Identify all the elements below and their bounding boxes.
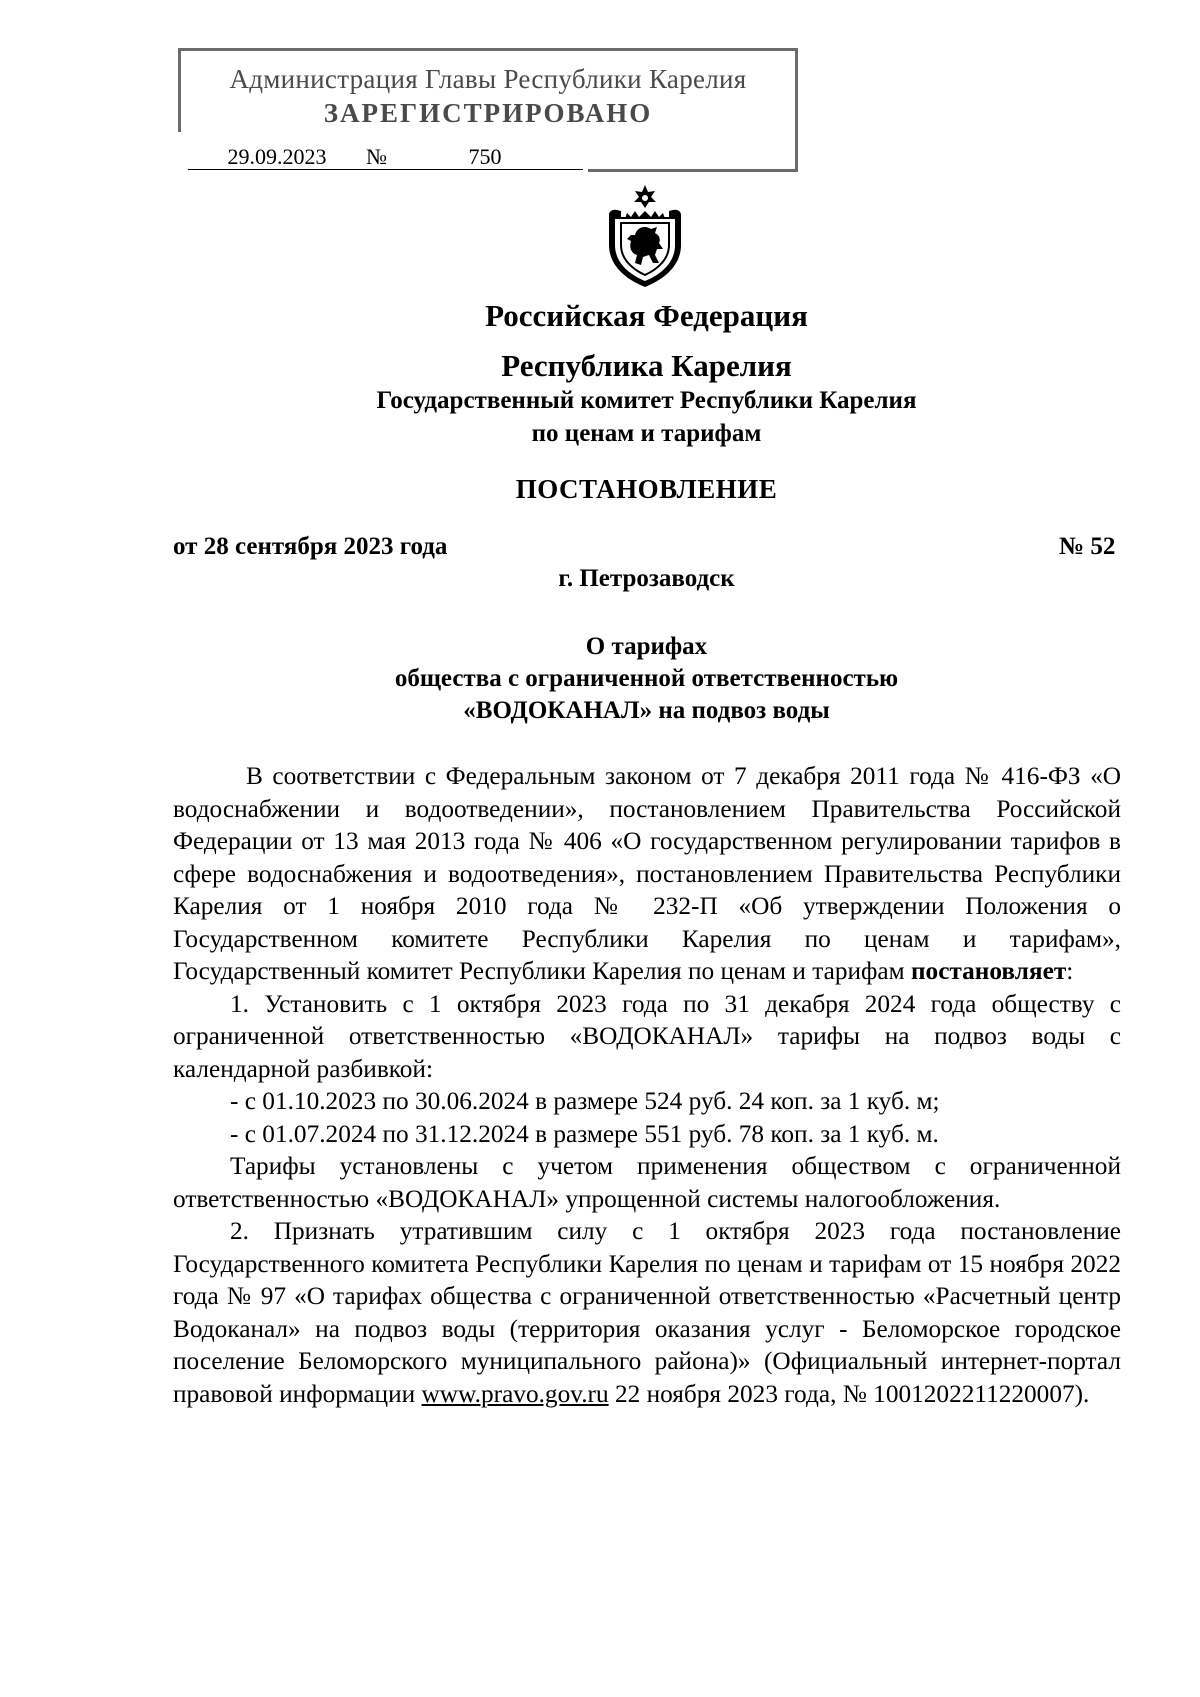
stamp-frame-top xyxy=(178,48,798,51)
karelia-coat-of-arms-icon xyxy=(599,183,691,289)
item-1-paragraph: 1. Установить с 1 октября 2023 года по 31 декабря 2024 года обществу с ограниченной ответственностью «ВОДОКАНАЛ» тарифы на подвоз воды с календарной разбивкой: xyxy=(173,989,1121,1083)
stamp-frame-bottom xyxy=(588,169,798,172)
subject-line3: «ВОДОКАНАЛ» на подвоз воды xyxy=(463,697,830,724)
item-2-paragraph xyxy=(173,1215,1121,1410)
subject-line2: общества с ограниченной ответственностью xyxy=(394,665,899,692)
header-committee-line2: по ценам и тарифам xyxy=(531,420,762,447)
document-date: от 28 сентября 2023 года xyxy=(173,533,448,560)
pravo-gov-link[interactable]: www.pravo.gov.ru xyxy=(421,1379,609,1408)
stamp-number-sign: № xyxy=(366,144,387,169)
stamp-authority: Администрация Главы Республики Карелия xyxy=(229,64,747,94)
tax-note-paragraph: Тарифы установлены с учетом применения обществом с ограниченной ответственностью «ВОДОКАНАЛ» упрощенной системы налогообложения. xyxy=(173,1152,1121,1213)
header-country: Российская Федерация xyxy=(485,298,808,333)
stamp-registered: ЗАРЕГИСТРИРОВАНО xyxy=(323,98,653,128)
header-committee-line1: Государственный комитет Республики Карелия xyxy=(376,387,917,414)
document-city: г. Петрозаводск xyxy=(558,565,735,592)
tariff-period-1: - с 01.10.2023 по 30.06.2024 в размере 524 руб. 24 коп. за 1 куб. м; xyxy=(230,1087,940,1115)
document-body xyxy=(173,760,1121,1410)
header-republic: Республика Карелия xyxy=(501,348,792,383)
item-2-text: 2. Признать утратившим силу с 1 октября 2023 года постановление Государственного комитета Республики Карелия по ценам и тарифам от 15 ноября 2022 года № 97 «О тарифах общества с ограниченной ответственностью «Расчетный центр Водоканал» на подвоз воды (территория оказания услуг - Беломорское городское поселение Беломорского муниципального района)» (Официальный интернет-портал правовой информации xyxy=(173,1217,1121,1408)
subject-line1: О тарифах xyxy=(585,633,708,660)
stamp-number: 750 xyxy=(387,145,583,170)
item-2-end: 22 ноября 2023 года, № 1001202211220007). xyxy=(608,1379,1090,1408)
document-type: ПОСТАНОВЛЕНИЕ xyxy=(515,474,778,504)
tariff-period-2: - с 01.07.2024 по 31.12.2024 в размере 551 руб. 78 коп. за 1 куб. м. xyxy=(230,1119,939,1148)
registration-stamp xyxy=(178,48,798,172)
stamp-registration-line xyxy=(188,144,583,170)
preamble-decree-word: постановляет xyxy=(910,957,1067,985)
preamble-paragraph xyxy=(173,760,1121,988)
stamp-date: 29.09.2023 xyxy=(188,145,366,170)
preamble-end: : xyxy=(1066,957,1074,985)
preamble-text: В соответствии с Федеральным законом от 7 декабря 2011 года № 416-ФЗ «О водоснабжении и водоотведении», постановлением Правительства Российской Федерации от 13 мая 2013 года № 406 «О государственном регулировании тарифов в сфере водоснабжения и водоотведения», постановлением Правительства Республики Карелия от 1 ноября 2010 года № 232-П «Об утверждении Положения о Государственном комитете Республики Карелия по ценам и тарифам», Государственный комитет Республики Карелия по ценам и тарифам xyxy=(173,762,1121,985)
document-number: № 52 xyxy=(1059,533,1116,560)
